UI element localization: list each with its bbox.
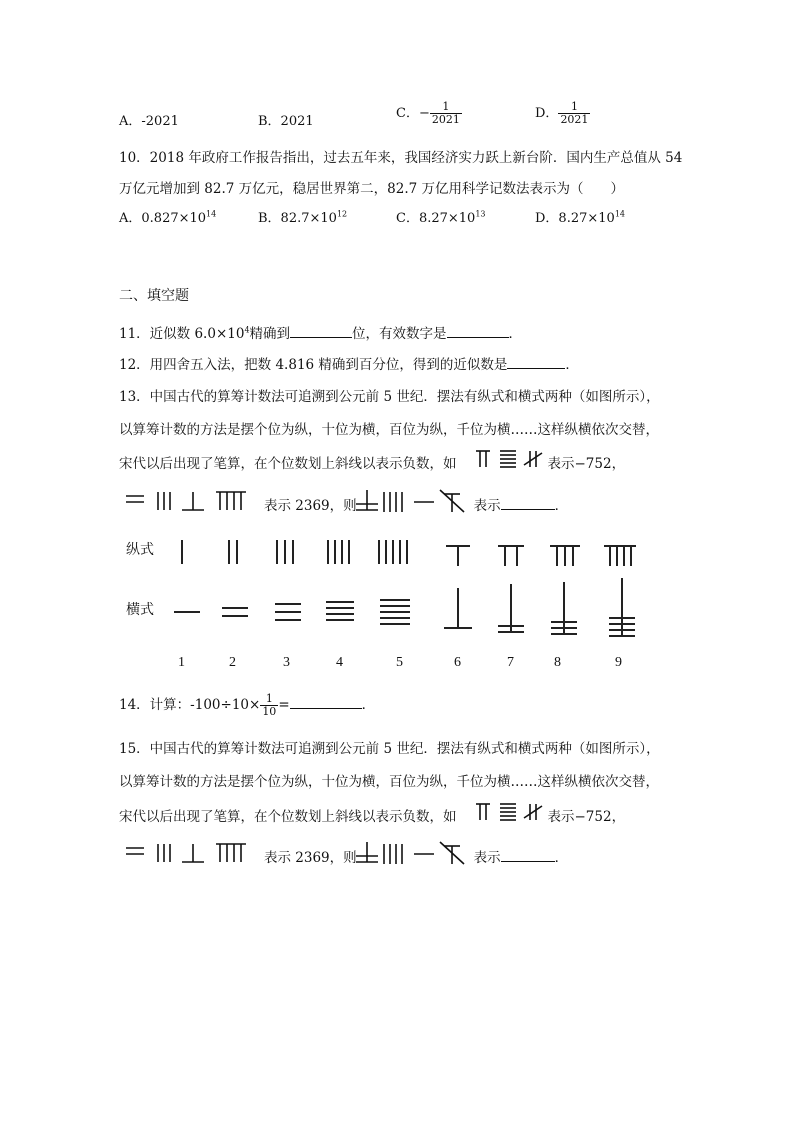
horizontal-rod-7: [498, 584, 524, 632]
fraction-denominator: 2021: [560, 113, 589, 127]
digit-label-2: 2: [229, 655, 236, 670]
fraction-numerator: 1: [570, 100, 578, 113]
q9-option-c-prefix: C．: [396, 106, 419, 122]
vertical-form-label: 纵式: [126, 542, 154, 558]
q15-rod-numeral-2369: [124, 840, 264, 866]
q14-text-3: ．: [361, 697, 376, 714]
fraction-numerator: 1: [265, 692, 273, 705]
q9-option-c: [396, 101, 462, 126]
q10-option-b-exponent: 12: [336, 209, 348, 219]
q13-rod-numeral-2369: [124, 488, 264, 514]
vertical-rod-2: [229, 540, 237, 564]
q10-option-d-exponent: 14: [614, 209, 625, 219]
horizontal-rod-5: [380, 600, 410, 624]
rod-numeral-chart: [118, 532, 658, 674]
q10-option-d: [535, 207, 625, 226]
q15-rod-numeral-question: [354, 838, 470, 868]
q13-line-3-end: 表示−752，: [547, 456, 626, 472]
q10-option-a-text: A．0.827×10: [119, 211, 207, 226]
q15-line-4-text: 表示 2369，则: [264, 850, 357, 866]
fraction-denominator: 2021: [431, 113, 460, 127]
q15-line-4-end: ．: [554, 850, 569, 866]
q9-option-d: [535, 101, 590, 126]
q10-line-2: 万亿元增加到 82.7 万亿元，稳居世界第二，82.7 万亿用科学记数法表示为（ ）: [119, 181, 624, 197]
q9-option-c-fraction: [430, 101, 462, 126]
vertical-rod-6: [446, 546, 470, 566]
q15-line-2: 以算筹计数的方法是摆个位为纵，十位为横，百位为纵，千位为横……这样纵横依次交替，: [119, 774, 659, 790]
q13-answer-blank[interactable]: [501, 508, 555, 510]
q15-line-4-mid: 表示: [473, 850, 501, 866]
fraction-denominator: 10: [262, 705, 277, 719]
q11-text-2: 精确到: [249, 326, 291, 342]
horizontal-rod-3: [275, 604, 301, 620]
digit-label-3: 3: [283, 655, 290, 670]
q10-option-a-exponent: 14: [206, 209, 217, 219]
q15-line-3-text: 宋代以后出现了笔算，在个位数划上斜线以表示负数，如: [119, 809, 457, 825]
digit-label-7: 7: [507, 655, 514, 670]
q11-line: [119, 322, 522, 342]
horizontal-rod-9: [609, 578, 635, 636]
q12-text-1: 12．用四舍五入法，把数 4.816 精确到百分位，得到的近似数是: [119, 357, 508, 373]
q10-option-c-exponent: 13: [475, 209, 486, 219]
vertical-rod-row: [182, 540, 636, 566]
horizontal-rod-4: [326, 602, 354, 620]
q9-option-c-sign: −: [418, 106, 430, 122]
q13-rod-numeral-neg752: [474, 447, 554, 471]
q9-option-a: A．-2021: [119, 114, 179, 129]
q11-text-1: 11．近似数 6.0×10: [119, 326, 245, 342]
digit-label-9: 9: [615, 655, 622, 670]
horizontal-rod-6: [444, 588, 472, 628]
vertical-rod-5: [379, 540, 407, 564]
q13-line-1: 13．中国古代的算筹计数法可追溯到公元前 5 世纪．摆法有纵式和横式两种（如图所示），: [119, 389, 660, 405]
q11-answer-blank-2[interactable]: [447, 336, 509, 338]
horizontal-rod-row: [174, 578, 635, 636]
q13-line-4-mid: 表示: [473, 498, 501, 514]
digit-label-6: 6: [454, 655, 461, 670]
q13-line-2: 以算筹计数的方法是摆个位为纵，十位为横，百位为纵，千位为横……这样纵横依次交替，: [119, 422, 659, 438]
q10-option-c: [396, 207, 486, 226]
digit-label-4: 4: [336, 655, 343, 670]
q15-line-3-end: 表示−752，: [547, 809, 626, 825]
q10-option-a: [119, 207, 216, 226]
q10-option-b: [258, 207, 347, 226]
q15-line-1: 15．中国古代的算筹计数法可追溯到公元前 5 世纪．摆法有纵式和横式两种（如图所示），: [119, 741, 660, 757]
q10-option-d-text: D．8.27×10: [535, 211, 615, 226]
vertical-rod-9: [604, 546, 636, 566]
q14-line: [119, 693, 375, 718]
horizontal-rod-8: [551, 582, 577, 634]
q13-line-3-text: 宋代以后出现了笔算，在个位数划上斜线以表示负数，如: [119, 456, 457, 472]
digit-labels: [178, 655, 622, 670]
q11-answer-blank-1[interactable]: [290, 336, 352, 338]
q13-line-4-end: ．: [554, 498, 569, 514]
q10-option-b-text: B．82.7×10: [258, 211, 337, 226]
q15-rod-numeral-neg752: [474, 800, 554, 824]
fraction-numerator: 1: [442, 100, 450, 113]
q12-text-2: ．: [565, 357, 579, 373]
vertical-rod-8: [550, 546, 580, 566]
q13-rod-numeral-question: [354, 486, 470, 516]
vertical-rod-7: [498, 546, 524, 566]
digit-label-5: 5: [396, 655, 403, 670]
q12-answer-blank[interactable]: [507, 367, 565, 369]
q11-text-4: ．: [508, 326, 523, 342]
q10-line-1: 10．2018 年政府工作报告指出，过去五年来，我国经济实力跃上新台阶．国内生产总值从 54: [119, 150, 683, 166]
q14-fraction: [260, 693, 278, 718]
q14-text-1: 14．计算：-100÷10×: [119, 697, 261, 714]
q11-exponent: 4: [244, 325, 250, 335]
section-heading: 二、填空题: [119, 288, 189, 304]
horizontal-rod-2: [222, 608, 248, 616]
q9-option-d-prefix: D．: [535, 106, 559, 122]
q9-option-b: B．2021: [258, 114, 314, 129]
horizontal-form-label: 横式: [126, 602, 154, 618]
vertical-rod-4: [328, 540, 349, 564]
digit-label-8: 8: [554, 655, 561, 670]
q9-option-d-fraction: [558, 101, 590, 126]
digit-label-1: 1: [178, 655, 185, 670]
q11-text-3: 位，有效数字是: [352, 326, 447, 342]
q15-answer-blank[interactable]: [501, 860, 555, 862]
q10-option-c-text: C．8.27×10: [396, 211, 476, 226]
q13-line-4-text: 表示 2369，则: [264, 498, 357, 514]
vertical-rod-3: [277, 540, 293, 564]
q14-answer-blank[interactable]: [290, 707, 362, 709]
q12-line: [119, 353, 579, 373]
q14-text-2: =: [278, 697, 290, 714]
